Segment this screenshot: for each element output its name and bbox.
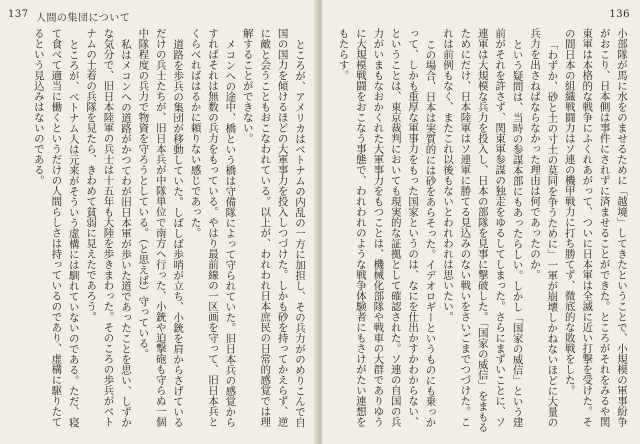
right-page-number: 136 [609,9,630,20]
right-paragraph-4: この場合、日本は実質的には砂をあらそった。イデオロギーというものにも乗っかって、しかも重厚な軍事力をもった国家というのは、なにを仕出かすかわからない、ということは、東京裁判においても現実的な証拠として確認された。ソ連の自国の兵力がいまもなおかくれた大軍事力をもつことは、機械化部隊や戦車の大群でありゆうに大規模戦闘をおこなう事態で、われわれのような戦争体験者にもさけがたい連想をもたらす。 [337,28,437,427]
left-paragraph-5: ところが、ベトナム人は元来がそういう虚構には馴れていないのである。ただ、寝て食べて適当に働くというだけの人間らしさは持っているのであり、虚構に駆りたてるという見込みはないのである。 [32,28,80,427]
right-page [322,0,640,444]
running-head: 人間の集団について [36,13,131,24]
left-body-text [10,28,308,433]
left-paragraph-1: ところが、アメリカはベトナムの内乱の一方に加担し、その兵力がのめりこんで自国の国力を傾けるほどの大軍事力を投入しつづけた。しかも砂を持ってかえらず、逆に敵と会うこともおこなわれている。以上が、われわれ日本庶民の日常的感覚では理解することができない。 [241,28,306,427]
left-page [0,0,318,444]
left-paragraph-4: 私はメコンへの道路がかつてわが旧日本軍が歩いた道であったことを思い、しずかな気分で、旧日本陸軍の兵士は十五年も大陸を歩きまわった。そのころの歩兵がベトナムの土着の兵隊を見たら、きわめて貧弱に見えたであろう。 [85,28,132,427]
right-paragraph-3: という疑問は、当時の参謀本部にもあったらしい。しかし「国家の威信」という建前がそれを許さず、関東軍参謀の独走をゆるしてしまった。さらにまずいことに、ソ連軍は大規模な兵力を投入し、日本の部隊を見事に撃破した。「国家の威信」をまもるためにだけ、日本陸軍はソ連軍に勝てる見込みのない戦いをさいごまでつづけた。これは前例もなく、またこれ以後もないとわれわれは思いたい。 [441,28,524,433]
right-body-text [334,28,630,433]
left-paragraph-3: 道路を歩兵の集団が移動していた。しばしば歩哨が立ち、小銃を肩からさげているだけの兵士たちが、旧日本兵が中隊単位で南方へ行った、小銃や迫撃砲も守らぬ一個中隊程度の兵力で物資を守ろうとしている。（と思えば）守っている。 [137,28,185,427]
left-paragraph-2: メコンへの途中、橋という橋は守備隊によって守られていた。旧日本兵の感覚からすればそれは無数の兵力をもっている。やはり最前線の一区画を守って、旧日本兵とくらべればはるかに頼りない感じであった。 [189,28,237,427]
right-paragraph-2: 「わずか、砂と土の寸土の莫同を争うために」一軍が崩壊しかねないほどに大量の兵力を出さねばならなかった理由は何であったのか。 [528,28,559,427]
left-page-number: 137 [8,9,29,20]
right-paragraph-1: 小部隊が馬に水をのませるために「越境」してきたということで、小規模の軍事紛争がおこり、日本側は事件にされずに済ませることができた。ところがそれをみるや関東軍は本格的な戦争にふくれあがって、ついに日本軍は全滅に近い打撃を受けた。その間日本の組織戦闘力はソ連の機甲戦力に打ち勝てず、微底的な敗戦をした。 [563,28,628,427]
